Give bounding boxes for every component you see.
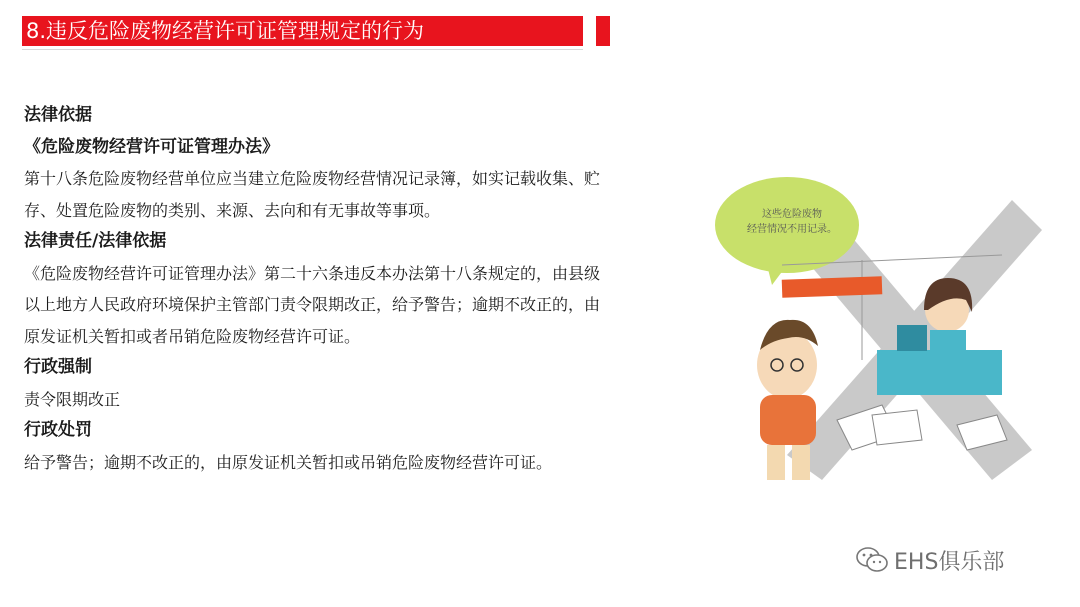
liability-line2: 以上地方人民政府环境保护主管部门责令限期改正，给予警告；逾期不改正的，由 xyxy=(24,295,601,314)
title-underline xyxy=(22,49,583,50)
speech-line2: 经营情况不用记录。 xyxy=(747,224,837,235)
legal-basis-heading: 法律依据 xyxy=(24,105,92,125)
watermark-text: EHS俱乐部 xyxy=(894,549,1005,575)
penalty-heading: 行政处罚 xyxy=(24,420,92,440)
computer-monitor xyxy=(897,325,927,351)
page-title: 8.违反危险废物经营许可证管理规定的行为 xyxy=(22,16,583,46)
man-body xyxy=(760,395,816,445)
woman-body xyxy=(930,330,966,360)
paper-2 xyxy=(872,410,922,445)
article-18-line1: 第十八条危险废物经营单位应当建立危险废物经营情况记录簿，如实记载收集、贮 xyxy=(24,169,601,188)
wechat-icon xyxy=(856,546,888,574)
office-sign xyxy=(782,276,883,297)
title-accent-block xyxy=(596,16,610,46)
liability-line3: 原发证机关暂扣或者吊销危险废物经营许可证。 xyxy=(24,326,361,346)
liability-heading: 法律责任/法律依据 xyxy=(24,231,167,251)
liability-line1: 《危险废物经营许可证管理办法》第二十六条违反本办法第十八条规定的，由县级 xyxy=(24,263,601,283)
main-content xyxy=(24,100,684,478)
cartoon-illustration xyxy=(712,170,1042,490)
watermark xyxy=(856,542,1004,578)
article-18-line2: 存、处置危险废物的类别、来源、去向和有无事故等事项。 xyxy=(24,200,441,220)
speech-line1: 这些危险废物 xyxy=(762,209,822,220)
penalty-text: 给予警告；逾期不改正的，由原发证机关暂扣或吊销危险废物经营许可证。 xyxy=(24,452,553,472)
regulation-name: 《危险废物经营许可证管理办法》 xyxy=(24,136,279,157)
enforcement-text: 责令限期改正 xyxy=(24,389,121,409)
enforcement-heading: 行政强制 xyxy=(24,357,92,377)
